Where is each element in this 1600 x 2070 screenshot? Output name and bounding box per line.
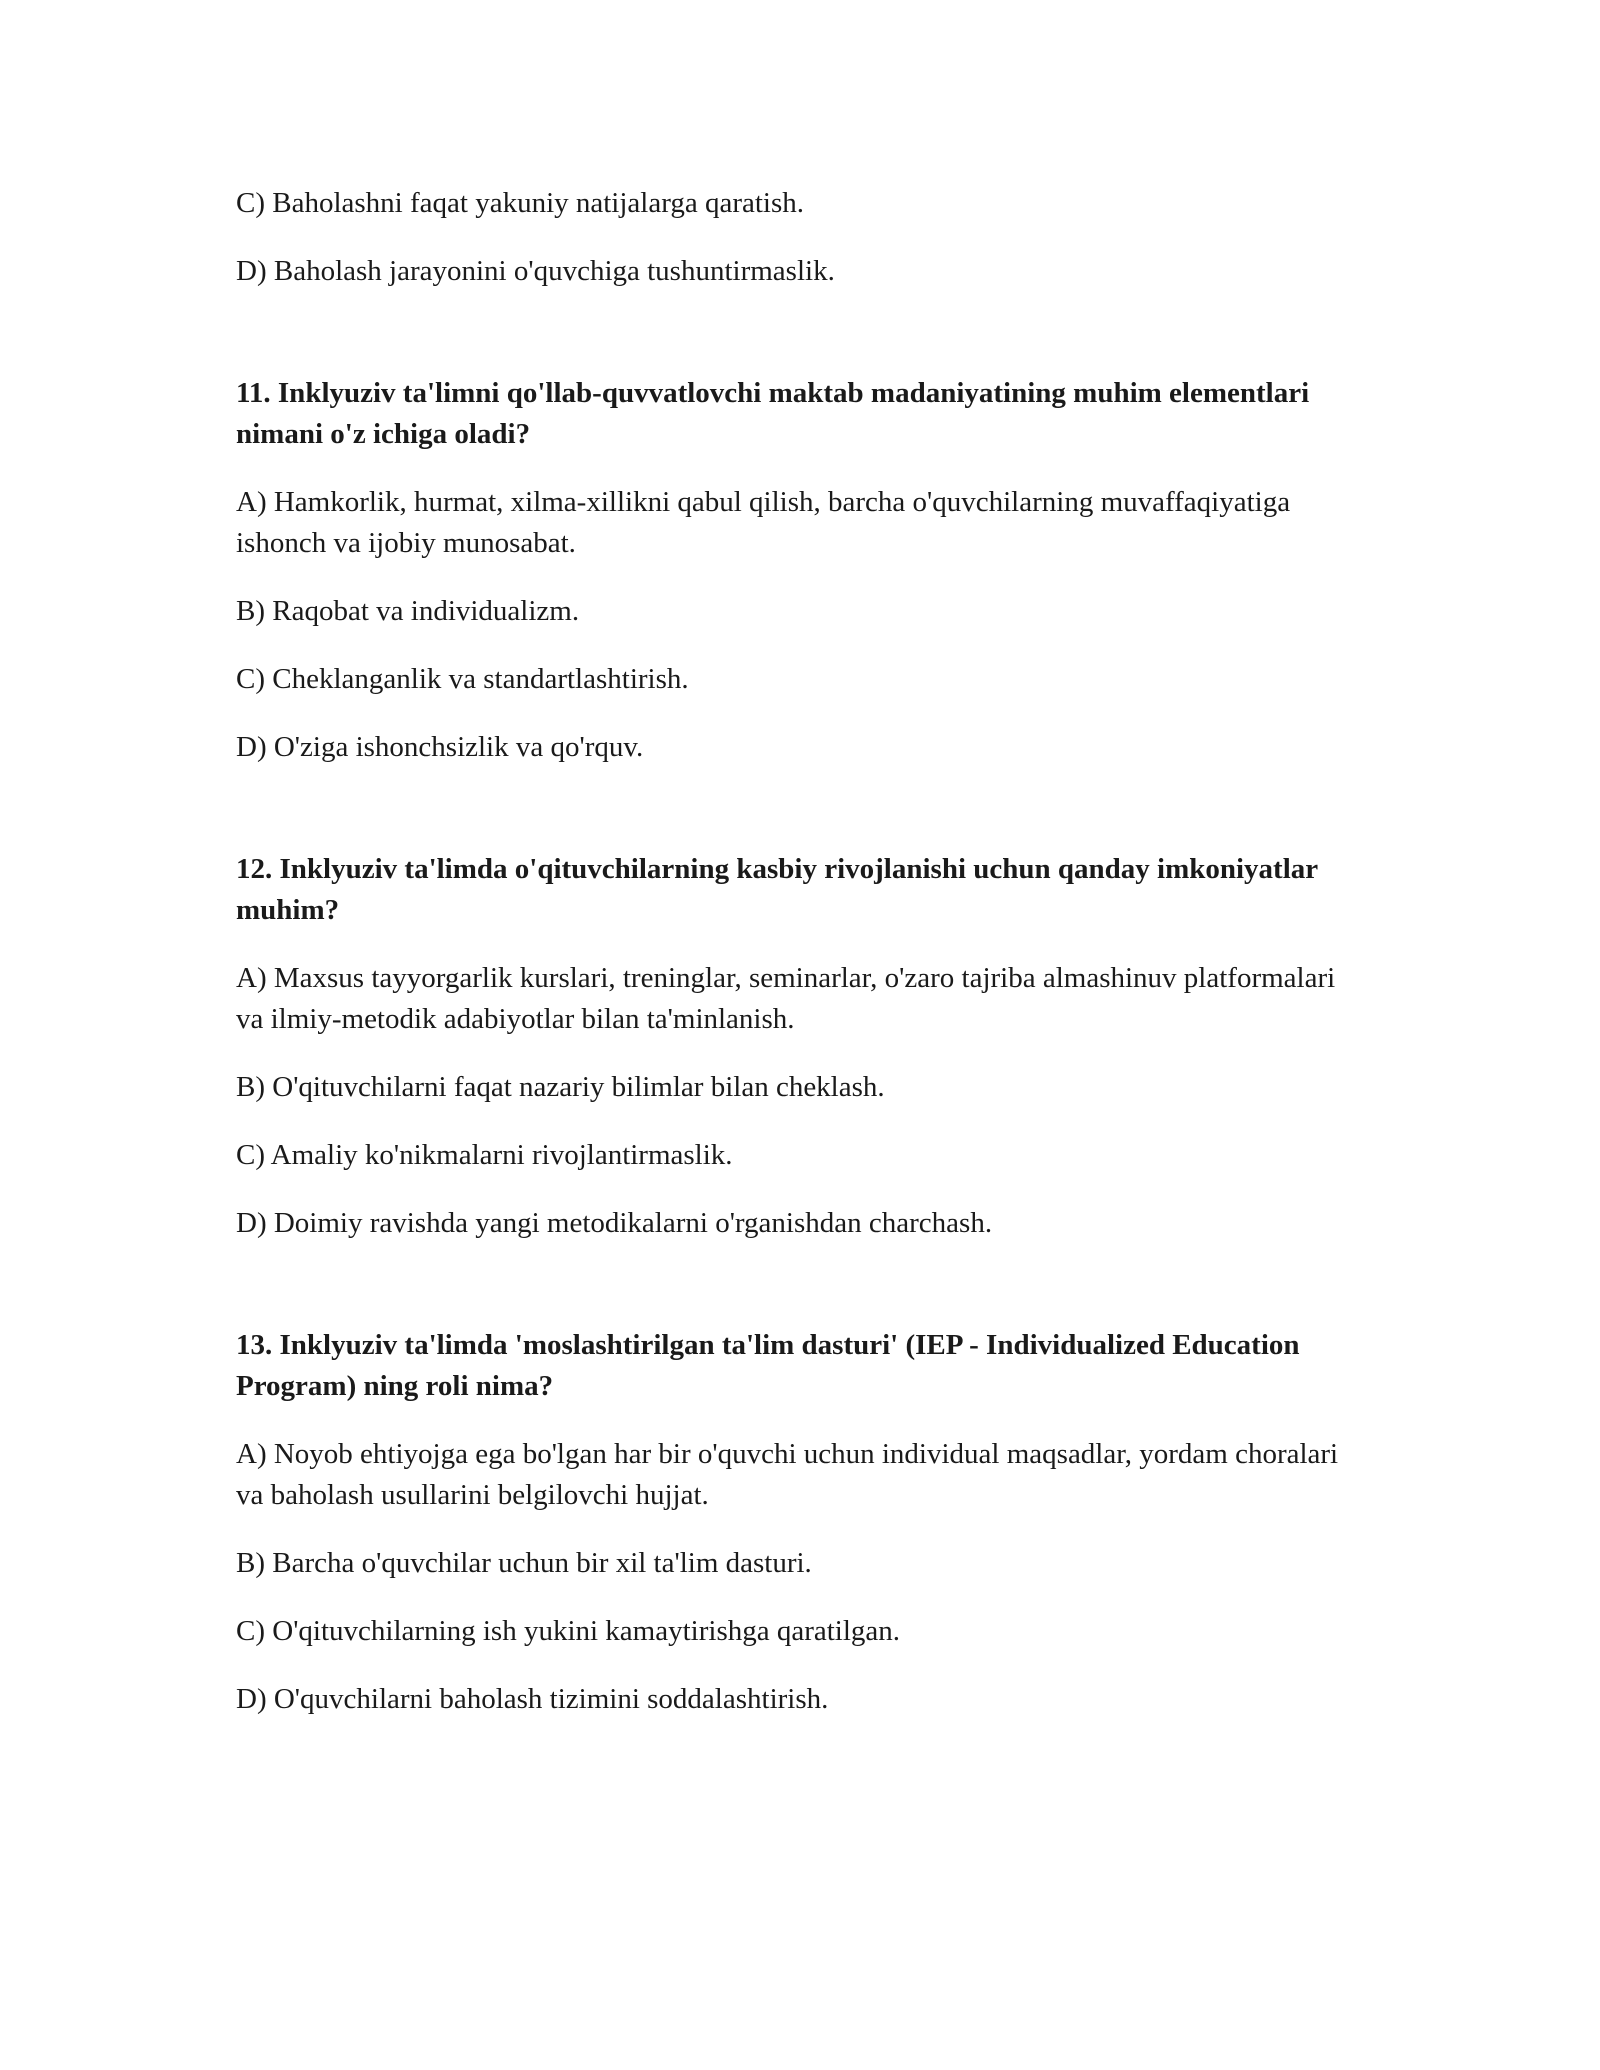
- spacer: [236, 795, 1366, 849]
- answer-option: A) Noyob ehtiyojga ega bo'lgan har bir o'quvchi uchun individual maqsadlar, yordam choralari va baholash usullarini belgilovchi hujjat.: [236, 1438, 1339, 1511]
- answer-option: D) O'ziga ishonchsizlik va qo'rquv.: [236, 731, 644, 763]
- answer-option: B) Barcha o'quvchilar uchun bir xil ta'lim dasturi.: [236, 1547, 812, 1579]
- question-title: 12. Inklyuziv ta'limda o'qituvchilarning kasbiy rivojlanishi uchun qanday imkoniyatlar muhim?: [236, 853, 1318, 926]
- question-title: 13. Inklyuziv ta'limda 'moslashtirilgan ta'lim dasturi' (IEP - Individualized Education Program) ning roli nima?: [236, 1329, 1300, 1402]
- answer-option: D) Doimiy ravishda yangi metodikalarni o'rganishdan charchash.: [236, 1207, 993, 1239]
- spacer: [236, 319, 1366, 373]
- option-text: C) Baholashni faqat yakuniy natijalarga qaratish.: [236, 187, 805, 219]
- answer-option: B) O'qituvchilarni faqat nazariy bilimlar bilan cheklash.: [236, 1071, 885, 1103]
- answer-option: C) Cheklanganlik va standartlashtirish.: [236, 663, 689, 695]
- answer-option: C) Amaliy ko'nikmalarni rivojlantirmaslik.: [236, 1139, 733, 1171]
- answer-option: C) O'qituvchilarning ish yukini kamaytirishga qaratilgan.: [236, 1615, 901, 1647]
- question-title: 11. Inklyuziv ta'limni qo'llab-quvvatlovchi maktab madaniyatining muhim elementlari nimani o'z ichiga oladi?: [236, 377, 1310, 450]
- answer-option: A) Maxsus tayyorgarlik kurslari, treninglar, seminarlar, o'zaro tajriba almashinuv platformalari va ilmiy-metodik adabiyotlar bilan ta'minlanish.: [236, 962, 1336, 1035]
- spacer: [236, 1271, 1366, 1325]
- answer-option: D) O'quvchilarni baholash tizimini soddalashtirish.: [236, 1683, 829, 1715]
- document-page: [236, 183, 1366, 1747]
- answer-option: B) Raqobat va individualizm.: [236, 595, 580, 627]
- answer-option: A) Hamkorlik, hurmat, xilma-xillikni qabul qilish, barcha o'quvchilarning muvaffaqiyatiga ishonch va ijobiy munosabat.: [236, 486, 1291, 559]
- option-text: D) Baholash jarayonini o'quvchiga tushuntirmaslik.: [236, 255, 835, 287]
